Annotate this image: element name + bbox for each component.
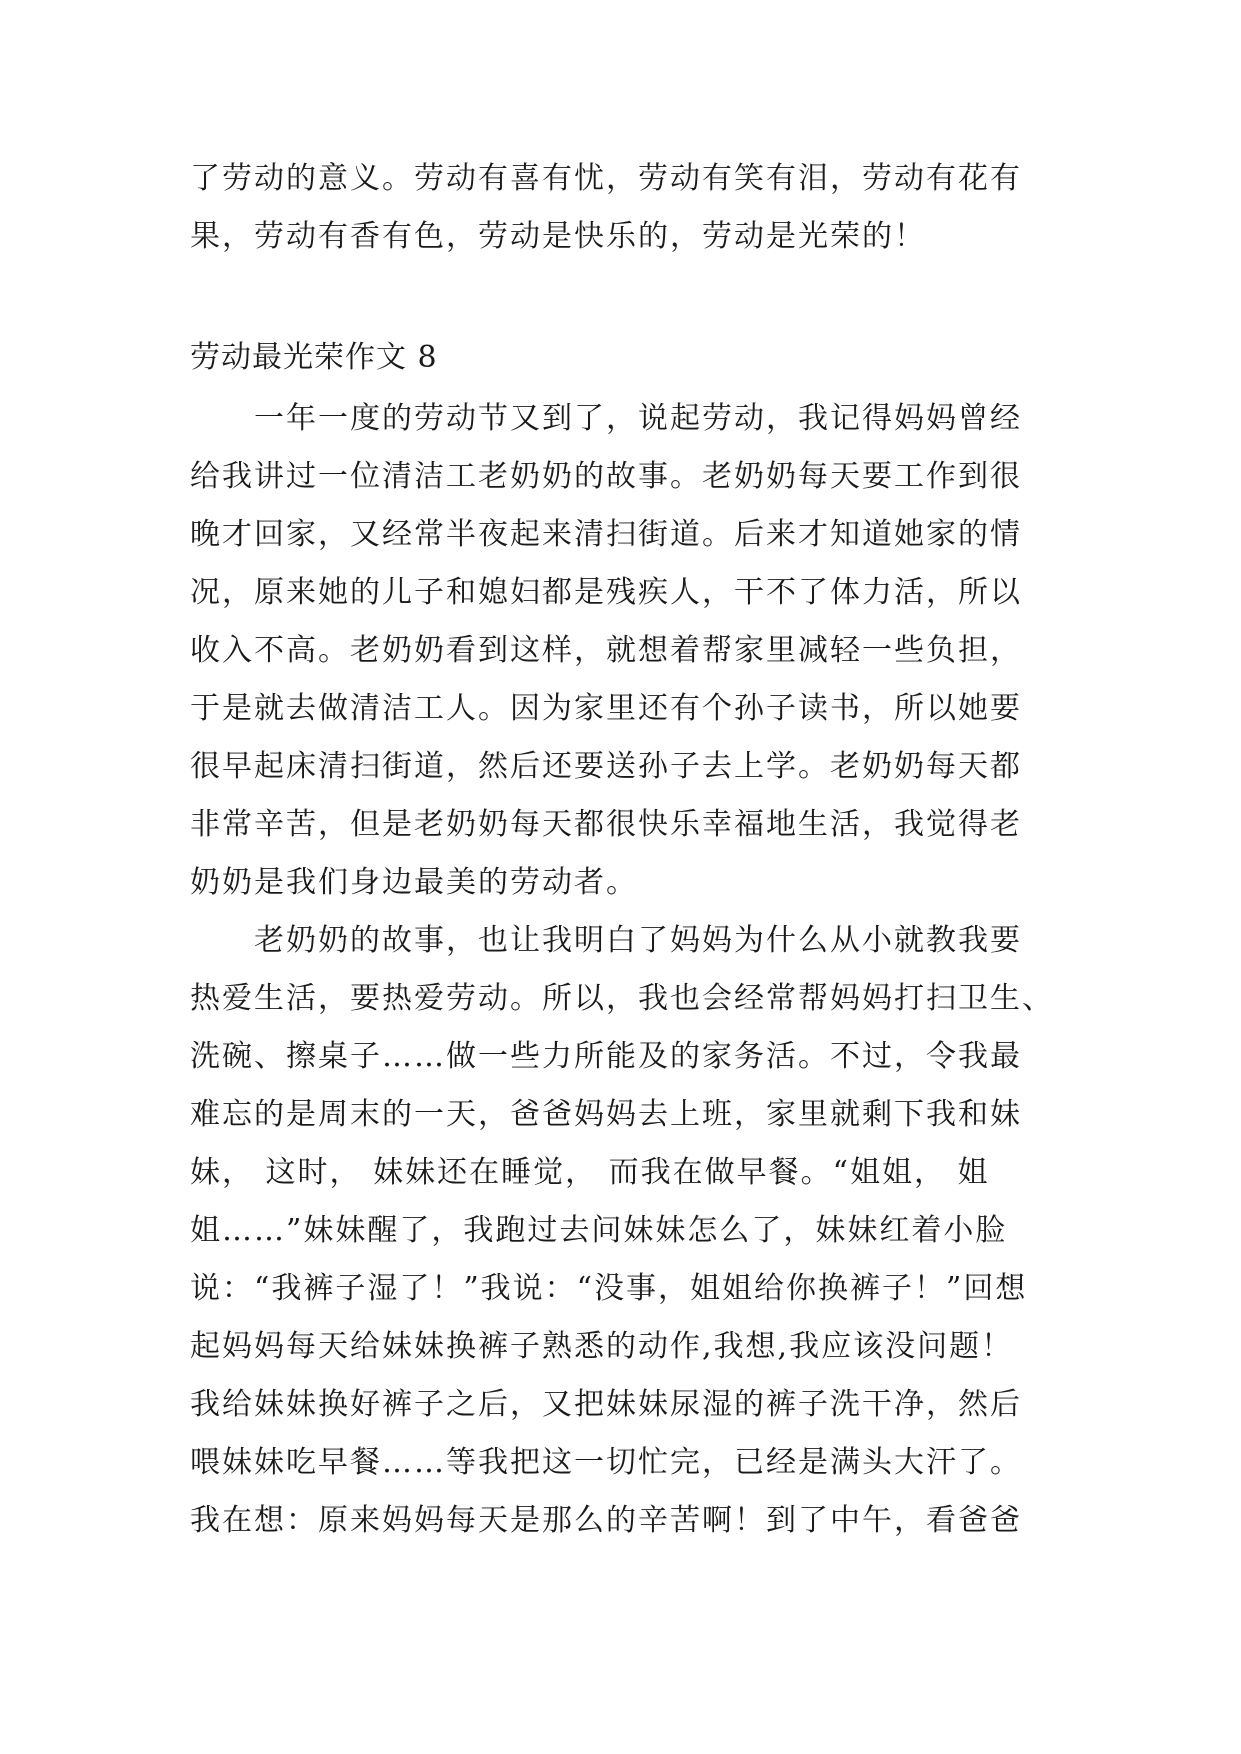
text-line: 说：“我裤子湿了！”我说：“没事，姐姐给你换裤子！”回想 bbox=[190, 1271, 1028, 1306]
text-line: 非常辛苦，但是老奶奶每天都很快乐幸福地生活，我觉得老 bbox=[190, 807, 1022, 842]
text-line: 收入不高。老奶奶看到这样，就想着帮家里减轻一些负担， bbox=[190, 633, 1022, 668]
text-line: 热爱生活，要热爱劳动。所以，我也会经常帮妈妈打扫卫生、 bbox=[190, 981, 1054, 1016]
text-line: 很早起床清扫街道，然后还要送孙子去上学。老奶奶每天都 bbox=[190, 749, 1022, 784]
text-line: 我在想：原来妈妈每天是那么的辛苦啊！到了中午，看爸爸 bbox=[190, 1503, 1022, 1538]
text-line: 于是就去做清洁工人。因为家里还有个孙子读书，所以她要 bbox=[190, 691, 1022, 726]
text-line: 妹， 这时， 妹妹还在睡觉， 而我在做早餐。“姐姐， 姐 bbox=[190, 1155, 990, 1190]
text-line: 老奶奶的故事，也让我明白了妈妈为什么从小就教我要 bbox=[254, 923, 1022, 958]
text-line: 了劳动的意义。劳动有喜有忧，劳动有笑有泪，劳动有花有 bbox=[190, 161, 1022, 196]
text-line: 我给妹妹换好裤子之后，又把妹妹尿湿的裤子洗干净，然后 bbox=[190, 1387, 1022, 1422]
text-line: 起妈妈每天给妹妹换裤子熟悉的动作,我想,我应该没问题！ bbox=[190, 1329, 1014, 1364]
text-line: 洗碗、擦桌子……做一些力所能及的家务活。不过，令我最 bbox=[190, 1039, 1022, 1074]
text-line: 果，劳动有香有色，劳动是快乐的，劳动是光荣的！ bbox=[190, 219, 926, 254]
paragraph-1 bbox=[190, 390, 1050, 912]
text-line: 一年一度的劳动节又到了，说起劳动，我记得妈妈曾经 bbox=[254, 401, 1022, 436]
section-title: 劳动最光荣作文 8 bbox=[190, 340, 438, 375]
paragraph-2 bbox=[190, 912, 1054, 1550]
text-line: 给我讲过一位清洁工老奶奶的故事。老奶奶每天要工作到很 bbox=[190, 459, 1022, 494]
text-line: 喂妹妹吃早餐……等我把这一切忙完，已经是满头大汗了。 bbox=[190, 1445, 1022, 1480]
text-line: 难忘的是周末的一天，爸爸妈妈去上班，家里就剩下我和妹 bbox=[190, 1097, 1022, 1132]
section-title-block bbox=[190, 329, 1050, 387]
intro-paragraph bbox=[190, 150, 1050, 266]
text-line: 奶奶是我们身边最美的劳动者。 bbox=[190, 865, 638, 900]
text-line: 晚才回家，又经常半夜起来清扫街道。后来才知道她家的情 bbox=[190, 517, 1022, 552]
text-line: 姐……”妹妹醒了，我跑过去问妹妹怎么了，妹妹红着小脸 bbox=[190, 1213, 1008, 1248]
text-line: 况，原来她的儿子和媳妇都是残疾人，干不了体力活，所以 bbox=[190, 575, 1022, 610]
